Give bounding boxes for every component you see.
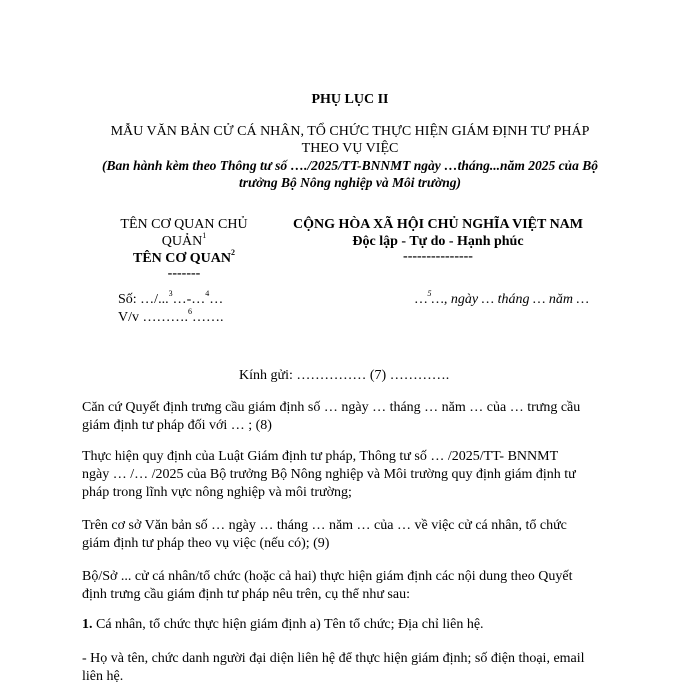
national-motto: Độc lập - Tự do - Hạnh phúc [352, 234, 524, 249]
parent-agency-line2: QUẢN$^1$ [161, 231, 207, 249]
document-subtitle-line1: MẪU VĂN BẢN CỬ CÁ NHÂN, TỔ CHỨC THỰC HIỆN GIÁM ĐỊNH TƯ PHÁP [110, 124, 590, 139]
place-date: …$^5$…, ngày … tháng … năm … [415, 289, 589, 307]
recipient-line: Kính gửi: …………… (7) …………. [239, 368, 450, 383]
paragraph-line: Trên cơ sở Văn bản số … ngày … tháng … năm … của … về việc cử cá nhân, tổ chức [82, 518, 567, 533]
paragraph-line: Căn cứ Quyết định trưng cầu giám định số … ngày … tháng … năm … của … trưng cầu [82, 400, 581, 415]
appendix-title: PHỤ LỤC II [311, 92, 389, 107]
paragraph-line: Bộ/Sở ... cử cá nhân/tổ chức (hoặc cả hai) thực hiện giám định các nội dung theo Quyết [82, 569, 573, 584]
paragraph-line: Thực hiện quy định của Luật Giám định tư pháp, Thông tư số … /2025/TT- BNNMT [82, 449, 559, 464]
issuance-note-line1: (Ban hành kèm theo Thông tư số …./2025/TT-BNNMT ngày …tháng...năm 2025 của Bộ [102, 158, 598, 173]
parent-agency-line1: TÊN CƠ QUAN CHỦ [120, 217, 248, 232]
national-title: CỘNG HÒA XÃ HỘI CHỦ NGHĨA VIỆT NAM [292, 217, 583, 232]
issuance-note-line2: trưởng Bộ Nông nghiệp và Môi trường) [239, 175, 461, 190]
document-subject-ref: V/v ……….$^6$……. [118, 307, 224, 325]
paragraph-line: định trưng cầu giám định tư pháp nêu trên, cụ thể như sau: [82, 587, 410, 602]
paragraph-line: - Họ và tên, chức danh người đại diện liên hệ để thực hiện giám định; số điện thoại, email [82, 651, 585, 666]
paragraph-regulation [82, 448, 622, 502]
paragraph-line: ngày … /… /2025 của Bộ trưởng Bộ Nông nghiệp và Môi trường quy định giám định tư [82, 467, 576, 482]
section-1-heading: 1. Cá nhân, tổ chức thực hiện giám định a) Tên tổ chức; Địa chỉ liên hệ. [82, 617, 484, 632]
paragraph-representative [82, 650, 622, 686]
document-number: Số: …/...$^3$…-…$^4$… [118, 289, 224, 307]
agency-divider: ------- [167, 266, 201, 281]
paragraph-line: giám định tư pháp đối với … ; (8) [82, 418, 272, 433]
paragraph-line: giám định tư pháp theo vụ việc (nếu có); (9) [82, 536, 330, 551]
paragraph-reference-document [82, 517, 622, 553]
paragraph-legal-basis [82, 399, 622, 435]
agency-name: TÊN CƠ QUAN$^2$ [132, 248, 235, 266]
paragraph-assignment [82, 568, 622, 604]
paragraph-line: liên hệ. [82, 669, 124, 684]
national-divider: --------------- [403, 249, 473, 264]
paragraph-line: pháp trong lĩnh vực nông nghiệp và môi trường; [82, 485, 352, 500]
document-subtitle-line2: THEO VỤ VIỆC [301, 141, 399, 156]
